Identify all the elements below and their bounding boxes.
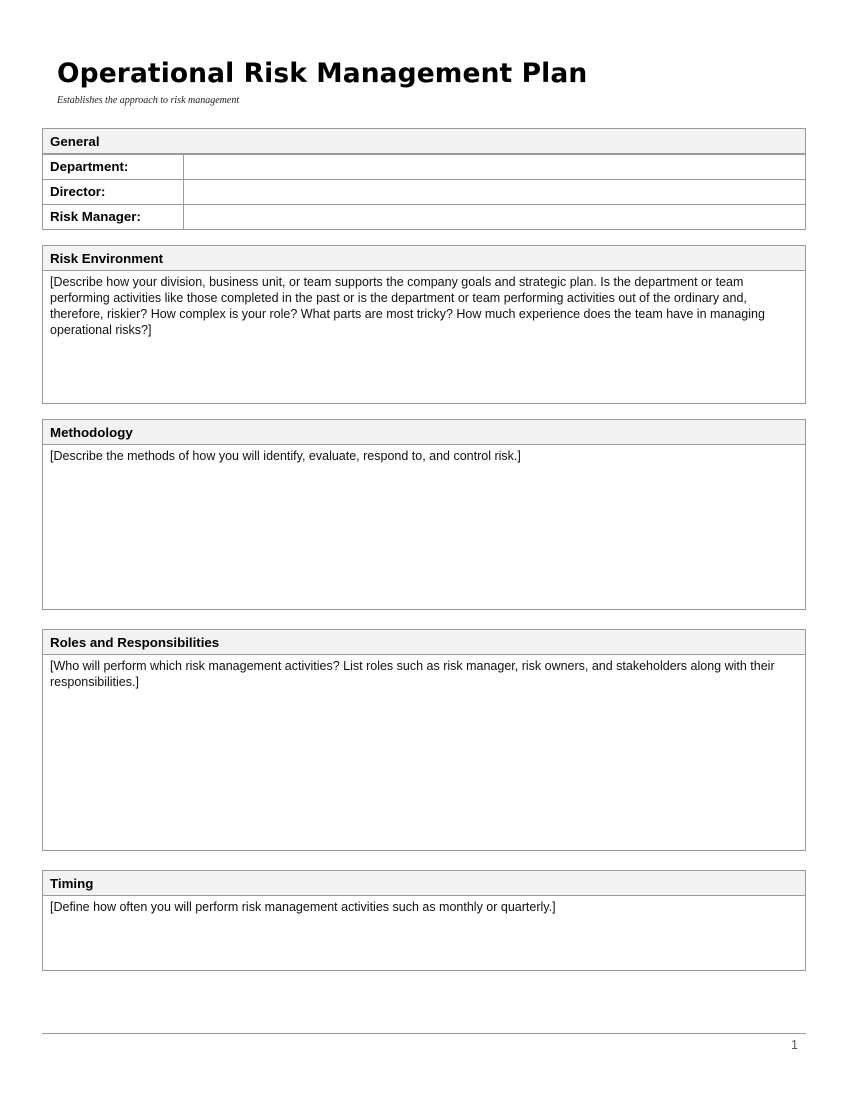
risk-environment-text[interactable]: [Describe how your division, business unit, or team supports the company goals and strategic plan. Is the department or team performing activities like those completed in the past or is the department or team performing activities out of the ordinary and, therefore, riskier? How complex is your role? What parts are most tricky? How much experience does the team have in managing operational risks?] xyxy=(50,275,765,337)
methodology-section xyxy=(42,419,806,610)
methodology-text[interactable]: [Describe the methods of how you will identify, evaluate, respond to, and control risk.] xyxy=(50,449,521,463)
risk-manager-row xyxy=(43,204,805,229)
timing-section xyxy=(42,870,806,971)
roles-text[interactable]: [Who will perform which risk management activities? List roles such as risk manager, risk owners, and stakeholders along with their responsibilities.] xyxy=(50,659,775,689)
risk-environment-heading: Risk Environment xyxy=(43,246,805,271)
page-number: 1 xyxy=(791,1038,798,1052)
general-heading: General xyxy=(43,129,805,154)
methodology-heading: Methodology xyxy=(43,420,805,445)
risk-manager-field[interactable] xyxy=(184,205,805,229)
document-subtitle: Establishes the approach to risk management xyxy=(57,95,240,106)
risk-environment-section xyxy=(42,245,806,404)
timing-text[interactable]: [Define how often you will perform risk management activities such as monthly or quarterly.] xyxy=(50,900,556,914)
document-title: Operational Risk Management Plan xyxy=(57,58,588,89)
department-field[interactable] xyxy=(184,155,805,179)
footer-divider xyxy=(42,1033,806,1034)
director-label: Director: xyxy=(43,180,184,204)
department-label: Department: xyxy=(43,155,184,179)
roles-section xyxy=(42,629,806,851)
risk-manager-label: Risk Manager: xyxy=(43,205,184,229)
director-row xyxy=(43,179,805,204)
department-row xyxy=(43,154,805,179)
general-section xyxy=(42,128,806,230)
roles-heading: Roles and Responsibilities xyxy=(43,630,805,655)
director-field[interactable] xyxy=(184,180,805,204)
timing-heading: Timing xyxy=(43,871,805,896)
